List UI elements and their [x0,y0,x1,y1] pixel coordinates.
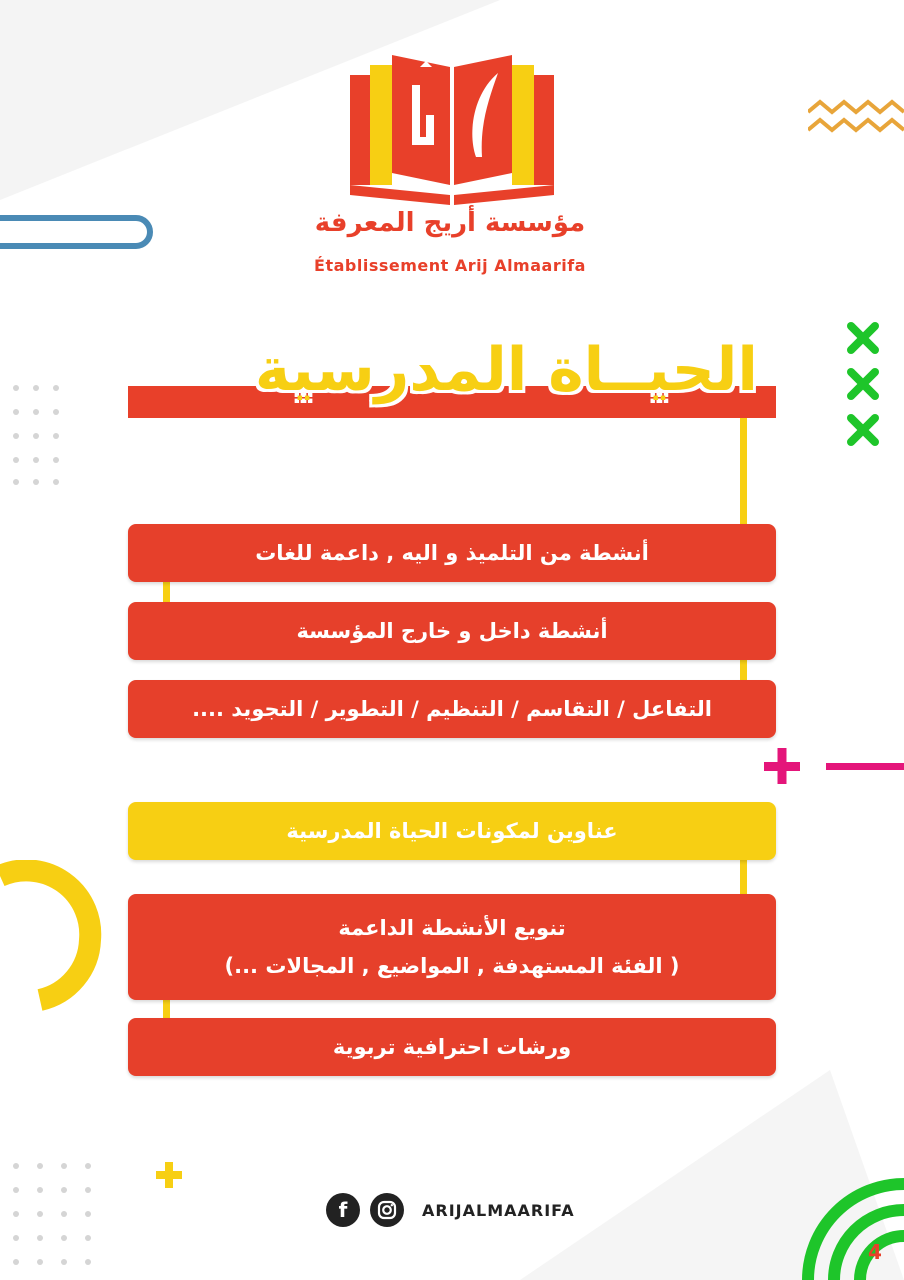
green-x-marks-decoration [845,320,881,452]
organization-name-french: Établissement Arij Almaarifa [314,256,586,275]
dot-grid-decoration [10,382,70,490]
connector-line [740,858,747,894]
list-item [128,602,776,660]
list-item-text: أنشطة داخل و خارج المؤسسة [296,619,608,643]
blue-rounded-bar-decoration [0,214,154,250]
facebook-icon[interactable]: f [326,1193,360,1227]
bottom-dot-grid-decoration [10,1160,110,1280]
list-item [128,802,776,860]
connector-line [740,660,747,682]
connector-line [740,418,747,524]
list-item-text: التفاعل / التقاسم / التنظيم / التطوير / التجويد .... [192,697,712,721]
social-footer [326,1192,575,1228]
connector-line [163,582,170,604]
magenta-plus-line-decoration [760,746,904,786]
page-title: الحيــاة المدرسية [254,335,758,405]
zigzag-decoration [808,98,904,134]
list-item-text: عناوين لمكونات الحياة المدرسية [286,819,618,843]
list-item-text: أنشطة من التلميذ و اليه , داعمة للغات [255,541,649,565]
list-item-text: ورشات احترافية تربوية [332,1035,572,1059]
social-handle: ARIJALMAARIFA [422,1200,575,1220]
page-number: 4 [868,1240,882,1264]
organization-name-arabic: مؤسسة أريج المعرفة [314,208,586,238]
list-item-subtext: ( الفئة المستهدفة , المواضيع , المجالات ...) [224,954,680,978]
connector-line [163,1000,170,1020]
list-item-text: تنويع الأنشطة الداعمة [338,916,566,940]
book-logo [350,45,554,205]
list-item [128,680,776,738]
list-item [128,524,776,582]
instagram-icon[interactable] [370,1193,404,1227]
list-item [128,894,776,1000]
list-item [128,1018,776,1076]
green-rings-decoration [800,1158,904,1280]
yellow-plus-decoration [154,1160,184,1190]
yellow-arc-decoration [0,860,106,1020]
